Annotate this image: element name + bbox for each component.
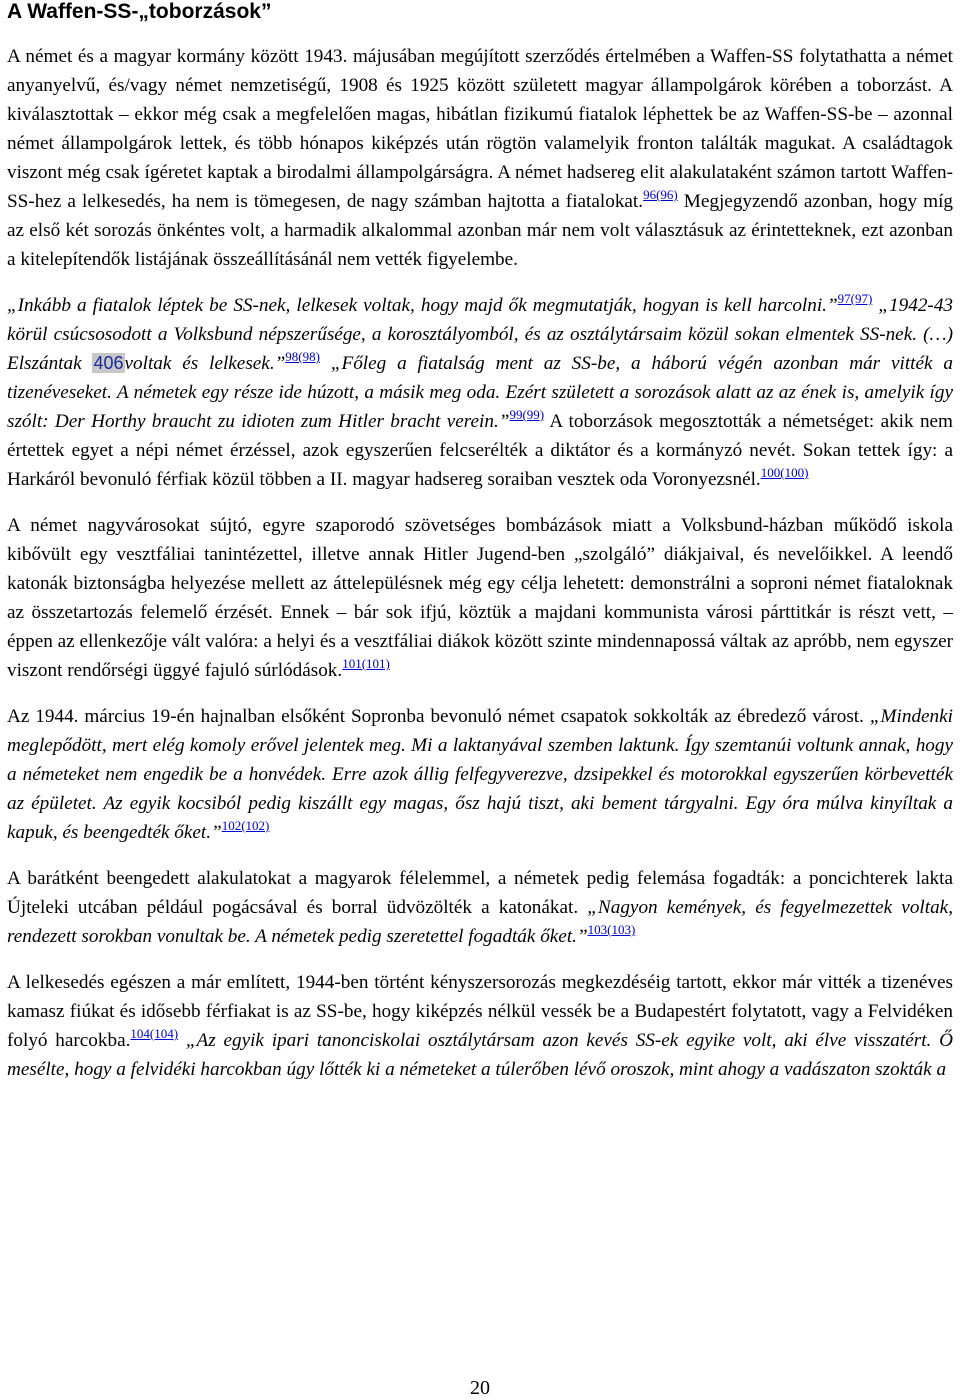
paragraph-5: [7, 864, 953, 951]
quote-text: „Mindenki meglepődött, mert elég komoly erővel jelentek meg. Mi a laktanyával szemben laktunk. Így szemtanúi voltunk annak, hogy a németeket nem engedik be a honvédek. Erre azok állig felfegyverezve, dzsipekkel és motorokkal egyszerűen körbevették az épületet. Az egyik kocsiból pedig kiszállt egy magas, ősz hajú tiszt, aki bement tárgyalni. Egy óra múlva kinyíltak a kapuk, és beengedték őket.”: [7, 706, 953, 843]
footnote-link-97[interactable]: 97(97): [837, 291, 873, 306]
section-title: A Waffen-SS-„toborzások”: [7, 0, 272, 23]
footnote-link-104[interactable]: 104(104): [130, 1026, 179, 1041]
paragraph-text: A német és a magyar kormány között 1943. májusában megújított szerződés értelmében a Waffen-SS folytathatta a német anyanyelvű, és/vagy német nemzetiségű, 1908 és 1925 között született magyar állampolgárok körében a toborzást. A kiválasztottak – ekkor még csak a megfelelően magas, hibátlan fizikumú fiatalok léphettek be az Waffen-SS-be – azonnal német állampolgárok lettek, és több hónapos kiképzés után rögtön valamelyik fronton találták magukat. A családtagok viszont még csak ígéretet kaptak a birodalmi állampolgárságra. A német hadsereg elit alakulataként számon tartott Waffen-SS-hez a lelkesedés, ha nem is tömegesen, de nagy számban hajtotta a fiatalokat.: [7, 46, 953, 212]
quote-text: „1942-43 körül csúcsosodott a Volksbund népszerűsége, a korosztályomból, és az osztálytársaim közül sokan elmentek SS-nek. (…) Elszántak: [7, 295, 954, 374]
footnote-link-103[interactable]: 103(103): [587, 922, 636, 937]
quote-text: „Főleg a fiatalság ment az SS-be, a háború végén azonban már vitték a tizenéveseket. A németek egy része ide húzott, a másik meg oda. Ezért született a sorozások alatt az az ének is, amelyik így szólt: Der Horthy braucht zu idioten zum Hitler bracht verein.”: [7, 353, 953, 432]
paragraph-2: [7, 291, 953, 494]
footnote-link-98[interactable]: 98(98): [285, 349, 320, 364]
footnote-link-99[interactable]: 99(99): [509, 407, 545, 422]
quote-text: voltak és lelkesek.”: [124, 353, 286, 374]
body-text: [7, 42, 953, 1101]
footnote-link-102[interactable]: 102(102): [221, 818, 270, 833]
paragraph-1: [7, 42, 953, 274]
quote-text: „Az egyik ipari tanonciskolai osztálytársam azon kevés SS-ek egyike volt, aki élve visszatért. Ő mesélte, hogy a felvidéki harcokban úgy lőtték ki a németeket a túlerőben lévő oroszok, mint ahogy a vadászaton szokták a: [7, 1030, 953, 1080]
page-number: 20: [470, 1377, 490, 1399]
footnote-link-96[interactable]: 96(96): [643, 187, 678, 202]
page-marker: 406: [93, 353, 124, 373]
paragraph-text: Az 1944. március 19-én hajnalban elsőként Sopronba bevonuló német csapatok sokkolták az ébredező várost.: [7, 706, 870, 727]
paragraph-text: A német nagyvárosokat sújtó, egyre szaporodó szövetséges bombázások miatt a Volksbund-házban működő iskola kibővült egy vesztfáliai tanintézettel, illetve annak Hitler Jugend-ben „szolgáló” diákjaival, és nevelőikkel. A leendő katonák biztonságba helyezése mellett az áttelepülésnek még egy célja lehetett: demonstrálni a soproni német fiataloknak az összetartozás felemelő érzését. Ennek – bár sok ifjú, köztük a majdani kommunista városi párttitkár is részt vett, – éppen az ellenkezője vált valóra: a helyi és a vesztfáliai diákok között szinte mindennapossá váltak az apróbb, nem egyszer viszont rendőrségi üggyé fajuló súrlódások.: [7, 515, 953, 681]
footnote-link-100[interactable]: 100(100): [760, 465, 809, 480]
paragraph-3: [7, 511, 953, 685]
paragraph-text: A barátként beengedett alakulatokat a magyarok félelemmel, a németek pedig felemása fogadták: a poncichterek lakta Újteleki utcában például pogácsával és borral üdvözölték a katonákat.: [7, 868, 953, 918]
quote-text: „Nagyon kemények, és fegyelmezettek voltak, rendezett sorokban vonultak be. A németek pedig szeretettel fogadták őket.”: [7, 897, 953, 947]
paragraph-text: A toborzások megosztották a németséget: akik nem értettek egyet a népi német érzéssel, azok egyszerűen felcserélték a diktátor és a kormányzó nevét. Sokan tettek így: a Harkáról bevonuló férfiak közül többen a II. magyar hadsereg soraiban vesztek oda Voronyezsnél.: [7, 411, 953, 490]
paragraph-text: A lelkesedés egészen a már említett, 1944-ben történt kényszersorozás megkezdéséig tartott, ekkor már vitték a tizenéves kamasz fiúkat és idősebb férfiakat is az SS-be, hogy kiképzés nélkül vessék be a Budapestért folytatott, vagy a Felvidéken folyó harcokba.: [7, 972, 953, 1051]
footnote-link-101[interactable]: 101(101): [342, 656, 390, 671]
paragraph-text: Megjegyzendő azonban, hogy míg az első két sorozás önkéntes volt, a harmadik alkalommal azonban már nem volt választásuk az érintetteknek, ezt azonban a kitelepítendők listájának összeállításánál nem vették figyelembe.: [7, 191, 953, 270]
paragraph-4: [7, 702, 953, 847]
quote-text: „Inkább a fiatalok léptek be SS-nek, lelkesek voltak, hogy majd ők megmutatják, hogyan is kell harcolni.”: [7, 295, 838, 316]
paragraph-6: [7, 968, 953, 1084]
